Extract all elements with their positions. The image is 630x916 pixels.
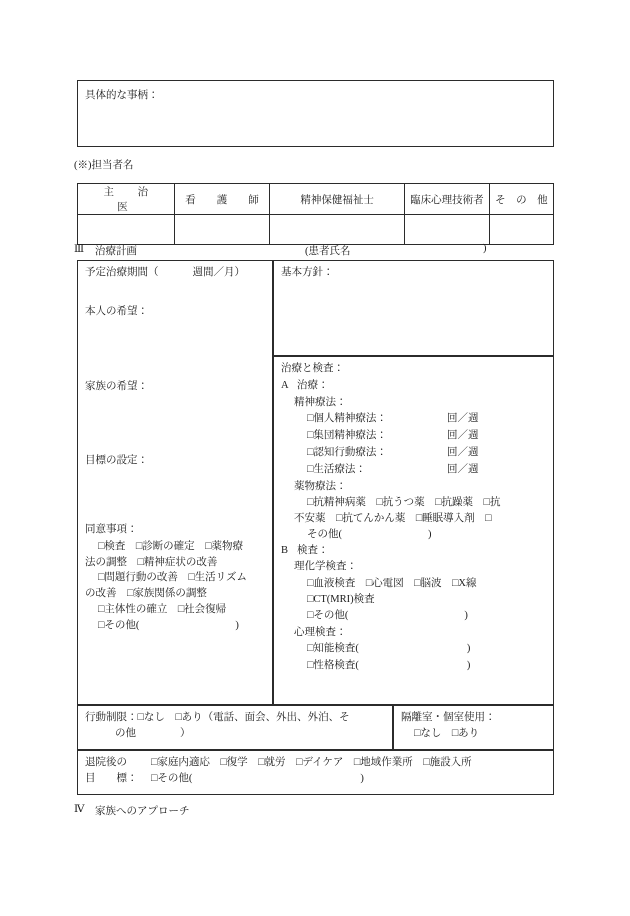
consent-other-close: ) bbox=[235, 619, 239, 631]
group-b-heading bbox=[281, 543, 546, 560]
staff-value-clinical-psychologist[interactable] bbox=[405, 215, 490, 245]
staff-col-psychiatric-social-worker bbox=[270, 184, 405, 215]
personality-test-open: □性格検査( bbox=[307, 660, 359, 672]
behaviour-restriction-options[interactable]: □なし □あり（電話、面会、外出、外泊、そ bbox=[137, 712, 350, 723]
group-b-title: 検査： bbox=[297, 544, 329, 556]
staff-col-label: 精神保健福祉士 bbox=[300, 194, 374, 206]
section-3-numeral: Ⅲ bbox=[74, 244, 85, 255]
intelligence-test-close: ) bbox=[466, 643, 471, 655]
psychotherapy-item-unit: 回／週 bbox=[447, 413, 479, 425]
self-hope-label: 本人の希望： bbox=[85, 305, 148, 317]
basic-policy-box[interactable] bbox=[273, 260, 554, 356]
personality-test-close: ) bbox=[466, 660, 471, 672]
behaviour-restriction-line-1 bbox=[85, 710, 385, 726]
basic-policy-label: 基本方針： bbox=[281, 267, 334, 278]
staff-col-label: そ の 他 bbox=[495, 194, 548, 206]
staff-col-label: 看 護 師 bbox=[185, 194, 259, 206]
psychological-exam-intelligence-row[interactable] bbox=[281, 641, 546, 658]
psychotherapy-item-individual[interactable] bbox=[281, 411, 546, 428]
staff-col-clinical-psychologist bbox=[405, 184, 490, 215]
behaviour-restriction-box[interactable] bbox=[77, 705, 393, 750]
psychotherapy-item-unit: 回／週 bbox=[447, 446, 479, 458]
pharmacotherapy-other-close: ) bbox=[428, 528, 432, 540]
concrete-matters-label: 具体的な事柄： bbox=[85, 90, 159, 101]
patient-name-label: (患者氏名 bbox=[305, 246, 351, 257]
discharge-goal-label-line-1: 退院後の bbox=[85, 757, 127, 768]
consent-other-open: □その他( bbox=[98, 619, 140, 631]
staff-section-caption: (※)担当者名 bbox=[74, 160, 134, 171]
isolation-room-label: 隔離室・個室使用： bbox=[401, 712, 496, 723]
discharge-goal-line-2 bbox=[85, 771, 546, 787]
psychotherapy-item-life-therapy[interactable] bbox=[281, 462, 546, 479]
group-a-title: 治療： bbox=[297, 379, 329, 391]
psychological-exam-label: 心理検査： bbox=[294, 626, 347, 638]
staff-col-label: 主 治 医 bbox=[103, 187, 172, 213]
physicochemical-other-open: □その他( bbox=[307, 609, 349, 621]
consent-other-row[interactable] bbox=[85, 618, 265, 634]
staff-value-other[interactable] bbox=[489, 215, 553, 245]
discharge-goal-options[interactable]: □家庭内適応 □復学 □就労 □デイケア □地域作業所 □施設入所 bbox=[151, 757, 472, 768]
section-3-title: 治療計画 bbox=[95, 246, 137, 257]
psychotherapy-item-unit: 回／週 bbox=[447, 430, 479, 442]
goal-setting-label: 目標の設定： bbox=[85, 455, 148, 467]
staff-col-nurse bbox=[174, 184, 270, 215]
behaviour-restriction-other-close: ） bbox=[180, 727, 191, 739]
physicochemical-exam-line-1[interactable]: □血液検査 □心電図 □脳波 □X線 bbox=[307, 578, 477, 590]
psychotherapy-item-label: □個人精神療法： bbox=[307, 413, 387, 425]
family-hope-label: 家族の希望： bbox=[85, 380, 148, 392]
physicochemical-exam-other-row[interactable] bbox=[281, 608, 546, 625]
staff-table-entry-row bbox=[78, 215, 554, 245]
psychological-exam-personality-row[interactable] bbox=[281, 658, 546, 675]
staff-value-attending-physician[interactable] bbox=[78, 215, 175, 245]
pharmacotherapy-line-2[interactable]: 不安薬 □抗てんかん薬 □睡眠導入剤 □ bbox=[294, 513, 492, 525]
staff-col-attending-physician bbox=[78, 184, 175, 215]
physicochemical-exam-line-2[interactable]: □CT(MRI)検査 bbox=[307, 593, 375, 605]
psychotherapy-item-label: □生活療法： bbox=[307, 463, 366, 475]
discharge-other-close: ) bbox=[360, 772, 364, 784]
planned-period-unit: 週間／月） bbox=[192, 267, 245, 278]
psychotherapy-item-label: □集団精神療法： bbox=[307, 430, 387, 442]
planned-period-label: 予定治療期間（ bbox=[85, 267, 159, 278]
group-a-letter: A bbox=[281, 379, 289, 391]
staff-col-other bbox=[489, 184, 553, 215]
physicochemical-exam-label: 理化学検査： bbox=[294, 561, 357, 573]
physicochemical-other-close: ) bbox=[464, 609, 468, 621]
pharmacotherapy-label: 薬物療法： bbox=[294, 480, 347, 492]
consent-line-3[interactable]: □問題行動の改善 □生活リズム bbox=[98, 572, 247, 584]
psychotherapy-item-unit: 回／週 bbox=[447, 463, 479, 475]
consent-label: 同意事項： bbox=[85, 524, 138, 536]
intelligence-test-open: □知能検査( bbox=[307, 643, 359, 655]
discharge-goal-box[interactable] bbox=[77, 750, 554, 795]
psychotherapy-label: 精神療法： bbox=[294, 396, 347, 408]
section-4-title: 家族へのアプローチ bbox=[95, 806, 190, 817]
staff-table bbox=[77, 183, 554, 240]
discharge-goal-line-1 bbox=[85, 755, 546, 771]
consent-line-4[interactable]: の改善 □家族関係の調整 bbox=[85, 588, 207, 600]
discharge-goal-label-line-2: 目 標： bbox=[85, 772, 138, 784]
plan-left-column bbox=[77, 260, 273, 705]
patient-name-close-paren: ) bbox=[483, 243, 487, 254]
treatment-and-examination-box bbox=[273, 356, 554, 705]
consent-line-5[interactable]: □主体性の確立 □社会復帰 bbox=[98, 603, 227, 615]
staff-table-header-row bbox=[78, 184, 554, 215]
pharmacotherapy-line-1[interactable]: □抗精神病薬 □抗うつ薬 □抗躁薬 □抗 bbox=[307, 497, 501, 509]
treatment-examination-header: 治療と検査： bbox=[281, 363, 344, 374]
group-b-letter: B bbox=[281, 544, 289, 556]
isolation-room-box[interactable] bbox=[393, 705, 554, 750]
staff-col-label: 臨床心理技術者 bbox=[410, 194, 484, 206]
staff-value-psychiatric-social-worker[interactable] bbox=[270, 215, 405, 245]
staff-value-nurse[interactable] bbox=[174, 215, 270, 245]
psychotherapy-item-cbt[interactable] bbox=[281, 445, 546, 462]
behaviour-restriction-line-2 bbox=[85, 726, 385, 742]
behaviour-restriction-label: 行動制限： bbox=[85, 712, 138, 723]
pharmacotherapy-other-open: その他( bbox=[307, 528, 342, 540]
discharge-other-open: □その他( bbox=[151, 772, 193, 784]
isolation-room-options[interactable]: □なし □あり bbox=[414, 727, 480, 739]
planned-period-row[interactable] bbox=[85, 265, 265, 282]
group-a-heading bbox=[281, 378, 546, 395]
psychotherapy-item-label: □認知行動療法： bbox=[307, 446, 387, 458]
section-4-numeral: Ⅳ bbox=[74, 804, 85, 815]
consent-line-1[interactable]: □検査 □診断の確定 □薬物療 bbox=[98, 540, 244, 552]
psychotherapy-item-group[interactable] bbox=[281, 428, 546, 445]
pharmacotherapy-other-row[interactable] bbox=[281, 527, 546, 543]
behaviour-restriction-other-open: の他 bbox=[115, 727, 136, 739]
consent-line-2[interactable]: 法の調整 □精神症状の改善 bbox=[85, 556, 218, 568]
